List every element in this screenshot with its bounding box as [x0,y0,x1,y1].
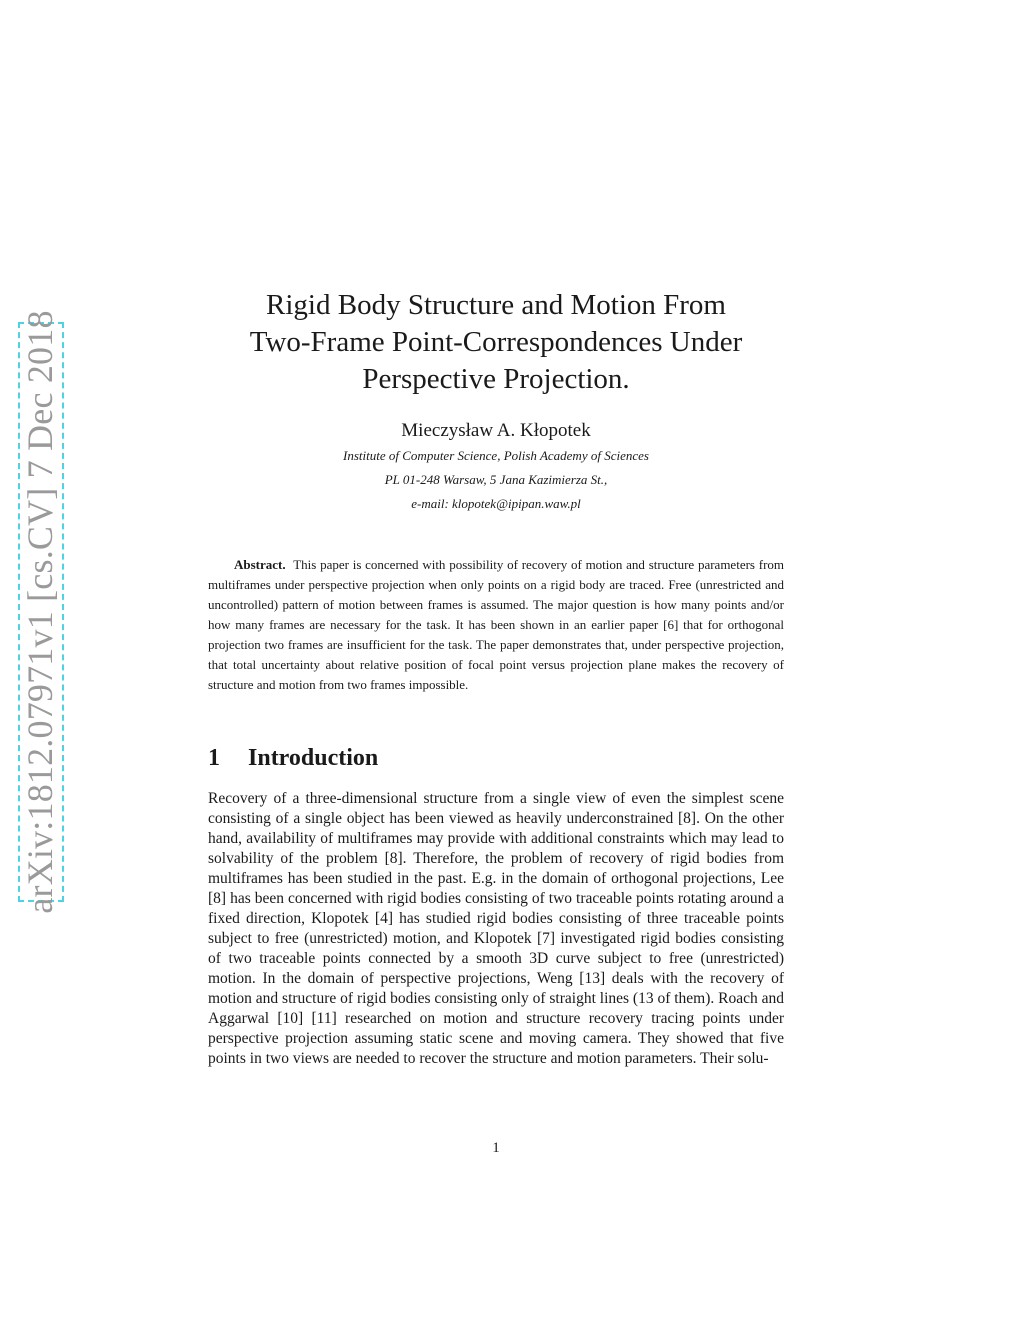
abstract-label: Abstract. [234,557,286,572]
title-line: Rigid Body Structure and Motion From [266,289,726,321]
abstract [208,555,784,695]
intro-paragraph: Recovery of a three-dimensional structure from a single view of even the simplest scene consisting of a single object has been viewed as heavily underconstrained [8]. On the other hand, availability of multiframes may provide with additional constraints which may lead to solvability of the problem [8]. Therefore, the problem of recovery of rigid bodies from multiframes has been studied in the past. E.g. in the domain of orthogonal projections, Lee [8] has been concerned with rigid bodies consisting of two traceable points rotating around a fixed direction, Klopotek [4] has studied rigid bodies consisting of three traceable points subject to free (unrestricted) motion, and Klopotek [7] investigated rigid bodies consisting of two traceable points connected by a smooth 3D curve subject to free (unrestricted) motion. In the domain of perspective projections, Weng [13] deals with the recovery of motion and structure of rigid bodies consisting only of straight lines (13 of them). Roach and Aggarwal [10] [11] researched on motion and structure recovery tracing points under perspective projection assuming static scene and moving camera. They showed that five points in two views are needed to recover the structure and motion parameters. Their solu- [208,790,784,1067]
section-title: Introduction [248,745,379,771]
arxiv-stamp: arXiv:1812.07971v1 [cs.CV] 7 Dec 2018 [20,310,60,914]
section-heading [208,744,378,772]
paper-title [208,287,784,398]
section-number: 1 [208,745,220,771]
affiliation-email: e-mail: klopotek@ipipan.waw.pl [411,496,581,511]
affiliation-address: PL 01-248 Warsaw, 5 Jana Kazimierza St., [384,472,608,487]
title-line: Two-Frame Point-Correspondences Under [249,326,743,358]
title-line: Perspective Projection. [362,363,630,395]
author-name: Mieczysław A. Kłopotek [401,420,591,441]
affiliation-institute: Institute of Computer Science, Polish Academy of Sciences [343,448,649,463]
abstract-text: This paper is concerned with possibility of recovery of motion and structure parameters from multiframes under perspective projection when only points on a rigid body are traced. Free (unrestricted and uncontrolled) pattern of motion between frames is assumed. The major question is how many points and/or how many frames are necessary for the task. It has been shown in an earlier paper [6] that for orthogonal projection two frames are insufficient for the task. The paper demonstrates that, under perspective projection, that total uncertainty about relative position of focal point versus projection plane makes the recovery of structure and motion from two frames impossible. [208,557,785,692]
page-number: 1 [492,1140,500,1156]
